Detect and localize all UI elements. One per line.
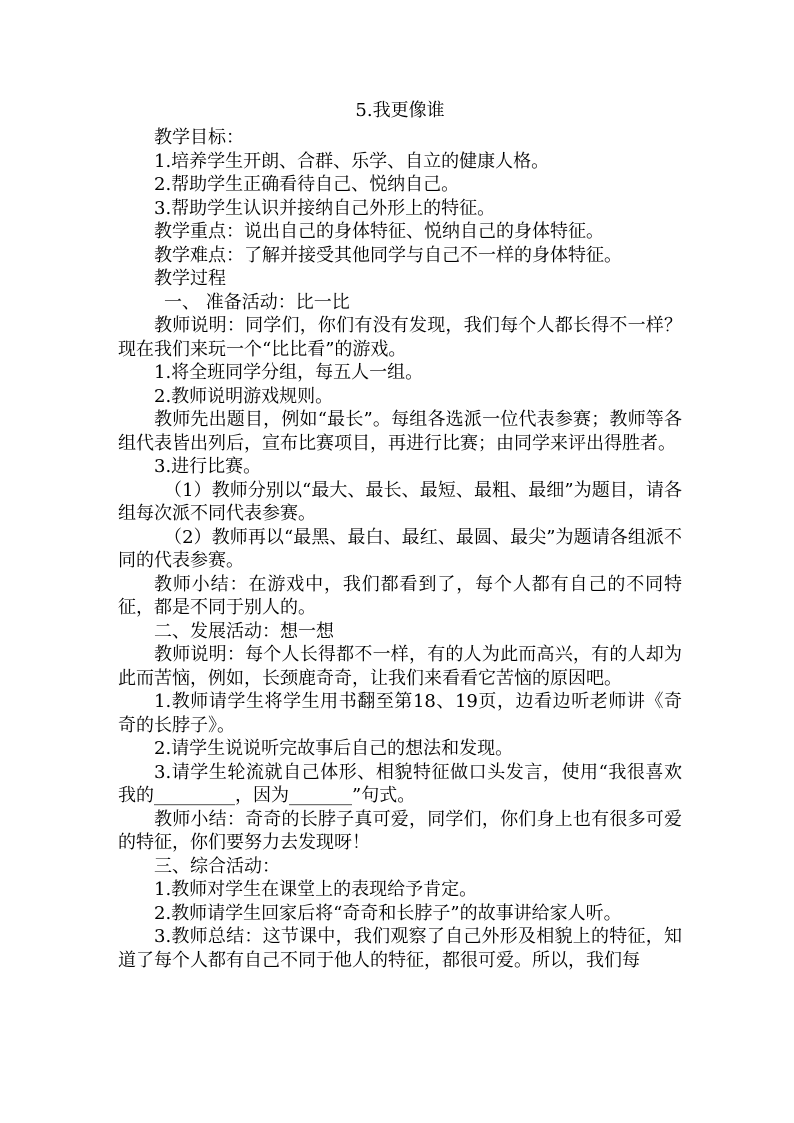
paragraph: （2）教师再以“最黑、最白、最红、最圆、最尖”为题请各组派不同的代表参赛。	[118, 526, 682, 571]
key-point-line: 教学重点：说出自己的身体特征、悦纳自己的身体特征。	[154, 221, 604, 242]
difficulty-line: 教学难点：了解并接受其他同学与自己不一样的身体特征。	[154, 244, 622, 266]
activity-heading-2: 二、发展活动：想一想	[154, 620, 334, 642]
paragraph: （1）教师分别以“最大、最长、最短、最粗、最细”为题目，请各组每次派不同代表参赛。	[118, 479, 682, 524]
paragraph: 3.请学生轮流就自己体形、相貌特征做口头发言，使用“我很喜欢我的_________，因为_______”句式。	[118, 761, 682, 806]
objective-item: 3.帮助学生认识并接纳自己外形上的特征。	[154, 197, 496, 219]
paragraph: 教师说明：每个人长得都不一样，有的人为此而高兴，有的人却为此而苦恼，例如，长颈鹿奇奇，让我们来看看它苦恼的原因吧。	[118, 644, 682, 689]
paragraph: 教师先出题目，例如“最长”。每组各选派一位代表参赛；教师等各组代表皆出列后，宣布比赛项目，再进行比赛；由同学来评出得胜者。	[118, 409, 682, 454]
activity-heading-1: 一、 准备活动：比一比	[164, 291, 350, 313]
paragraph: 教师小结：奇奇的长脖子真可爱，同学们，你们身上也有很多可爱的特征，你们要努力去发现呀！	[118, 808, 682, 853]
paragraph: 1.教师请学生将学生用书翻至第18、19页，边看边听老师讲《奇奇的长脖子》。	[118, 691, 682, 736]
paragraph: 教师小结：在游戏中，我们都看到了，每个人都有自己的不同特征，都是不同于别人的。	[118, 573, 682, 618]
paragraph: 教师说明：同学们，你们有没有发现，我们每个人都长得不一样？现在我们来玩一个“比比看”的游戏。	[118, 315, 682, 360]
paragraph: 1.将全班同学分组，每五人一组。	[154, 362, 424, 383]
paragraph: 3.进行比赛。	[154, 456, 262, 477]
objective-item: 2.帮助学生正确看待自己、悦纳自己。	[154, 174, 460, 195]
activity-heading-3: 三、综合活动：	[154, 855, 280, 877]
paragraph: 1.教师对学生在课堂上的表现给予肯定。	[154, 879, 478, 900]
objective-item: 1.培养学生开朗、合群、乐学、自立的健康人格。	[154, 150, 550, 172]
paragraph: 2.请学生说说听完故事后自己的想法和发现。	[154, 738, 514, 759]
section-heading-objectives: 教学目标：	[154, 127, 244, 148]
paragraph: 2.教师请学生回家后将“奇奇和长脖子”的故事讲给家人听。	[154, 902, 622, 924]
paragraph: 3.教师总结：这节课中，我们观察了自己外形及相貌上的特征，知道了每个人都有自己不同于他人的特征，都很可爱。所以，我们每	[118, 926, 682, 971]
document-body	[118, 96, 682, 972]
document-title: 5.我更像谁	[355, 100, 445, 121]
section-heading-process: 教学过程	[154, 268, 226, 289]
paragraph: 2.教师说明游戏规则。	[154, 385, 334, 407]
